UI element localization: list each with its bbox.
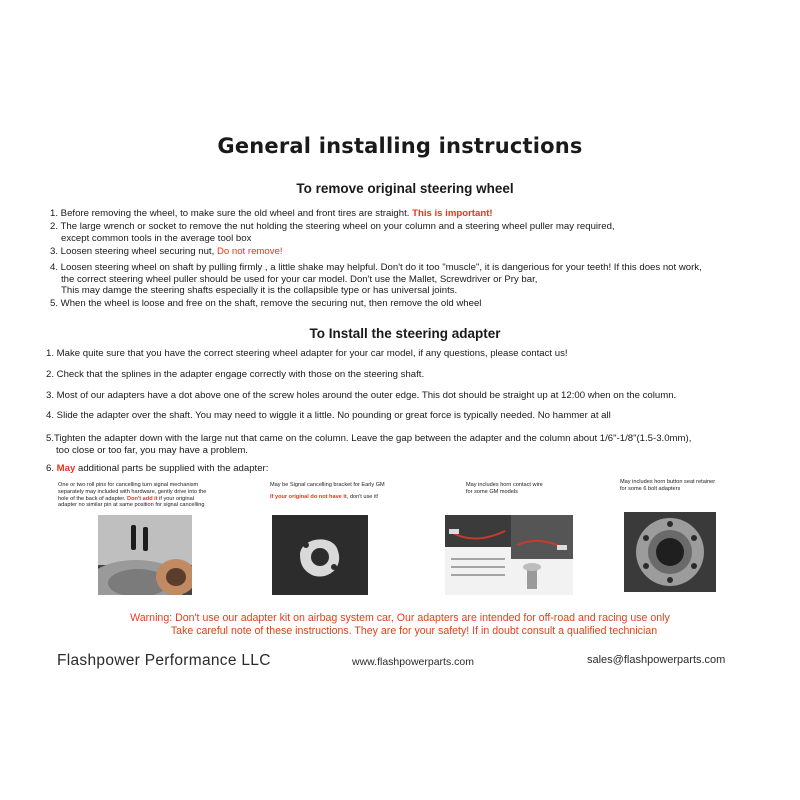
remove-step-1: 1. Before removing the wheel, to make sure the old wheel and front tires are straight. This is important! [50,208,493,219]
remove-heading: To remove original steering wheel [296,181,514,196]
horn-wire-photo [445,515,573,595]
company-name: Flashpower Performance LLC [57,652,271,669]
email-link[interactable]: sales@flashpowerparts.com [587,654,726,666]
remove-step-2: 2. The large wrench or socket to remove the nut holding the steering wheel on your column and a steering wheel puller may required, except common tools in the average tool box [50,221,615,244]
remove-step-4: 4. Loosen steering wheel on shaft by pulling firmly , a little shake may helpful. Don't do it too "muscle", it is dangerious for your teeth! If this does not work, the correct steering wheel puller should be used for your car model. Don't use the Mallet, Screwdriver or Pry bar, This may damge the steering shafts especially it is the collapsible type or has universal joints. [50,262,702,296]
page-title: General installing instructions [217,134,583,158]
remove-step-5: 5. When the wheel is loose and free on the shaft, remove the securing nut, then remove the old wheel [50,298,482,309]
do-not-remove-note: Do not remove! [216,246,283,257]
warning-line-1: Warning: Don't use our adapter kit on airbag system car, Our adapters are intended for off-road and racing use only [130,612,670,624]
install-step-2: 2. Check that the splines in the adapter engage correctly with those on the steering shaft. [46,369,425,380]
part-caption-horn-wire: May includes horn contact wire for some GM models [466,482,543,495]
warning-line-2: Take careful note of these instructions. They are for your safety! If in doubt consult a qualified technician [170,625,658,637]
install-heading: To Install the steering adapter [309,326,501,341]
roll-pins-photo [98,515,192,595]
install-step-3: 3. Most of our adapters have a dot above one of the screw holes around the outer edge. This dot should be straight up at 12:00 when on the column. [46,390,677,401]
retainer-photo [624,512,716,592]
remove-step-3: 3. Loosen steering wheel securing nut, Do not remove! [50,246,283,257]
install-step-4: 4. Slide the adapter over the shaft. You may need to wiggle it a little. No pounding or great force is typically needed. No hammer at all [46,410,611,421]
part-caption-retainer: May includes horn button seat retainer for some 6 bolt adapters [620,479,716,492]
install-step-1: 1. Make quite sure that you have the correct steering wheel adapter for your car model, if any questions, please contact us! [46,348,568,359]
install-step-5: 5.Tighten the adapter down with the large nut that came on the column. Leave the gap between the adapter and the column about 1/6"-1/8"(1.5-3.0mm), too close or too far, you may have a problem. [46,433,692,456]
part-caption-bracket: May be Signal cancelling bracket for Early GM If your original do not have it, don't use it! [270,482,385,500]
install-step-6: 6. May additional parts be supplied with the adapter: [46,463,269,474]
website-link[interactable]: www.flashpowerparts.com [352,656,474,668]
part-caption-roll-pins: One or two roll pins for cancelling turn signal mechanism separately may included with hardware, gently drive into the hole of the back of adapter. Don't add it if your original adapter no similar pin at same position for signal cancelling [58,482,207,509]
bracket-photo [272,515,368,595]
important-note: This is important! [412,208,493,219]
